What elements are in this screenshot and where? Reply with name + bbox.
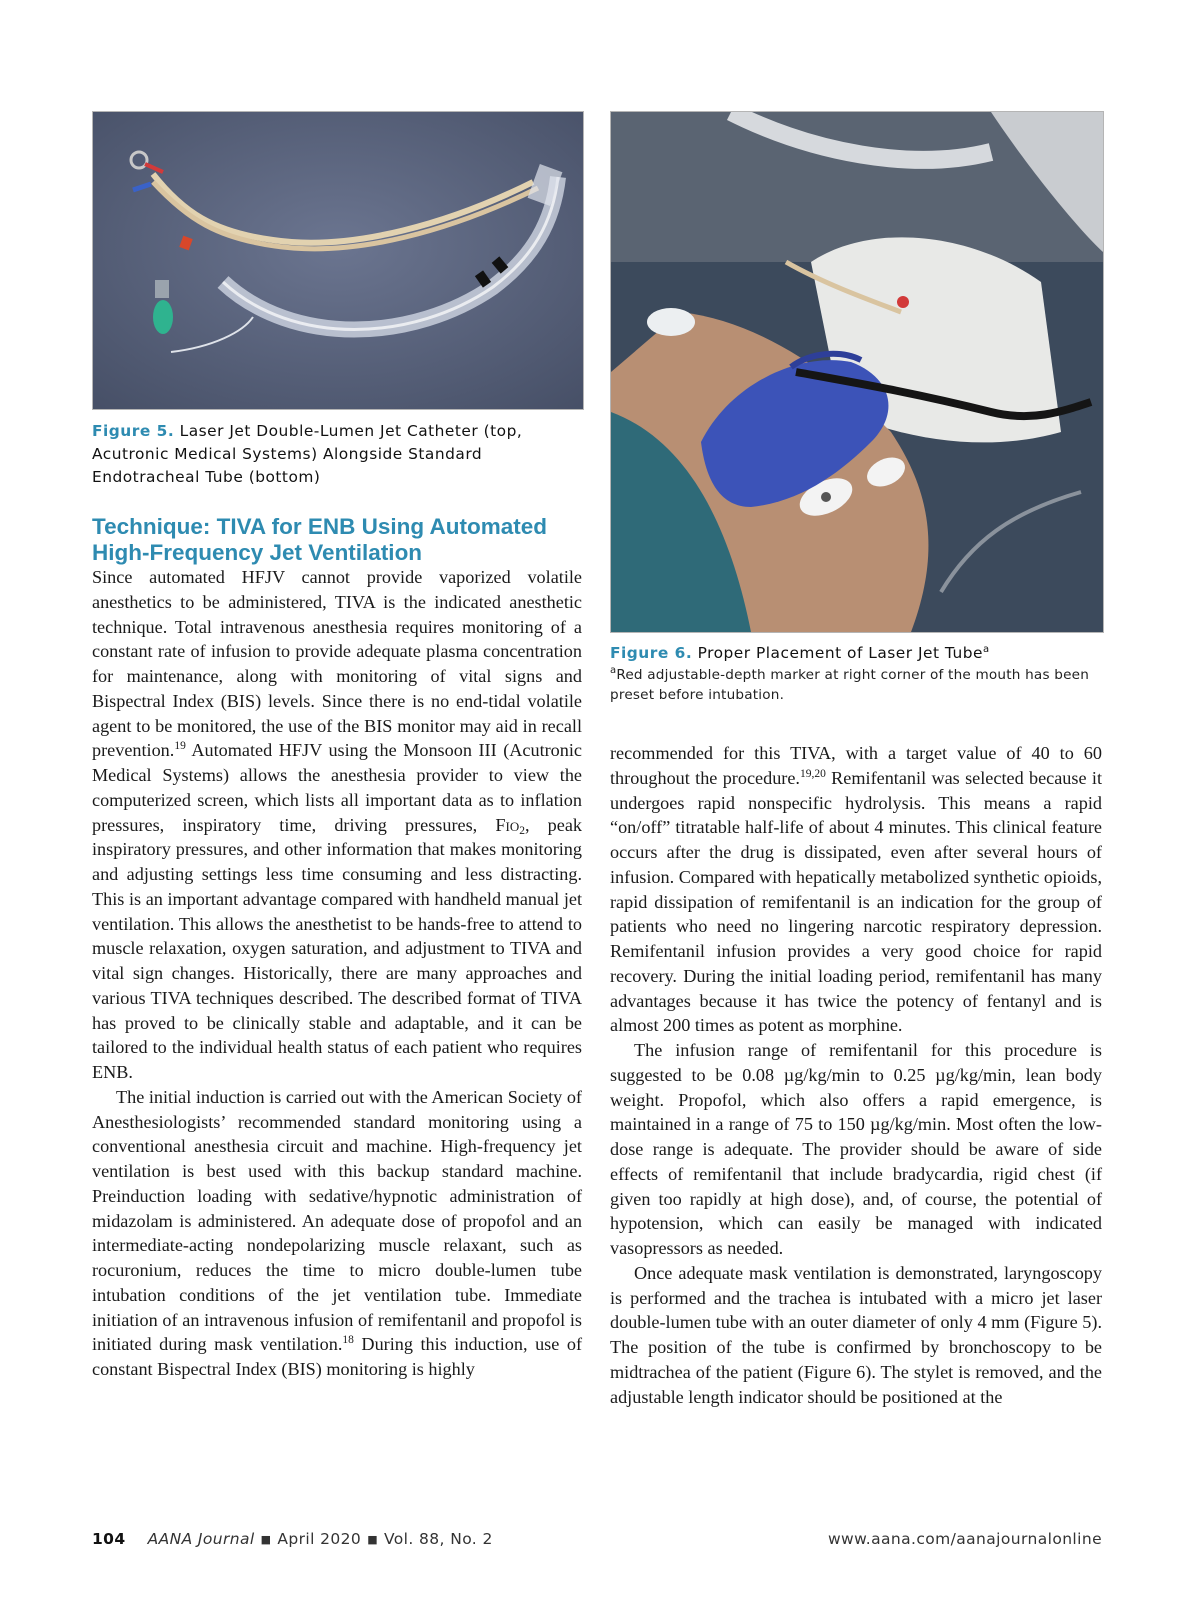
jet-tube-placement-illustration [611, 112, 1103, 632]
figure-6-caption-text: Proper Placement of Laser Jet Tube [697, 644, 983, 662]
left-paragraph-1 [92, 565, 582, 1085]
fio2-term: Fio [495, 814, 520, 835]
endotracheal-tube-illustration [93, 112, 583, 409]
journal-name: AANA Journal [147, 1530, 255, 1548]
left-p2-text-b: During this induction, use of constant Bispectral Index (BIS) monitoring is highly [92, 1334, 582, 1379]
left-column [92, 565, 582, 1382]
right-p1-text-b: Remifentanil was selected because it undergoes rapid nonspecific hydrolysis. This means a rapid “on/off” titratable half-life of about 4 minutes. This clinical feature occurs after the drug is dissipated, even after several hours of infusion. Compared with hepatically metabolized synthetic opioids, rapid dissipation of remifentanil is an indication for the group of patients who need no lingering narcotic respiratory depression. Remifentanil infusion provides a very good choice for rapid recovery. During the initial loading period, remifentanil has many advantages because it has twice the potency of fentanyl and is almost 200 times as potent as morphine. [610, 767, 1102, 1036]
figure-6-footnote-mark: a [610, 665, 617, 676]
citation-19: 19 [174, 740, 186, 753]
figure-5-caption-text: Laser Jet Double-Lumen Jet Catheter (top, Acutronic Medical Systems) Alongside Standard Endotracheal Tube (bottom) [92, 422, 523, 486]
figure-6-footnote-text: Red adjustable-depth marker at right corner of the mouth has been preset before intubation. [610, 667, 1090, 703]
right-paragraph-2: The infusion range of remifentanil for this procedure is suggested to be 0.08 µg/kg/min to 0.25 µg/kg/min, lean body weight. Propofol, which also offers a rapid emergence, is maintained in a range of 75 to 150 µg/kg/min. Most often the low-dose range is adequate. The provider should be aware of side effects of remifentanil that include bradycardia, rigid chest (if given too rapidly at high dose), and, of course, the potential of hypotension, which can easily be managed with indicated vasopressors as needed. [610, 1040, 1102, 1258]
issue-date: April 2020 [277, 1530, 362, 1548]
figure-5-label: Figure 5. [92, 422, 175, 440]
citation-19-20: 19,20 [799, 767, 826, 780]
figure-6-caption [610, 642, 1102, 705]
citation-18: 18 [342, 1334, 354, 1347]
page-footer [92, 1530, 1102, 1554]
figure-6-image [610, 111, 1104, 633]
right-paragraph-3: Once adequate mask ventilation is demonstrated, laryngoscopy is performed and the trachea is intubated with a micro jet laser double-lumen tube with an outer diameter of only 4 mm (Figure 5). The position of the tube is confirmed by bronchoscopy to be midtrachea of the patient (Figure 6). The stylet is removed, and the adjustable length indicator should be positioned at the [610, 1262, 1102, 1407]
left-p1-text-a: Since automated HFJV cannot provide vaporized volatile anesthetics to be administered, TIVA is the indicated anesthetic technique. Total intravenous anesthesia requires monitoring of a constant rate of infusion to provide adequate plasma concentration for maintenance, along with monitoring of vital signs and Bispectral Index (BIS) levels. Since there is no end-tidal volatile agent to be monitored, the use of the BIS monitor may aid in recall prevention. [92, 567, 582, 761]
right-paragraph-1 [610, 741, 1102, 1038]
right-column [610, 741, 1102, 1409]
figure-5-image [92, 111, 584, 410]
figure-6-footnote [610, 665, 1102, 705]
left-p1-text-b: Automated HFJV using the Monsoon III (Acutronic Medical Systems) allows the anesthesia provider to view the computerized screen, which lists all important data as to inflation pressures, inspiratory time, driving pressures, [92, 740, 582, 835]
journal-url-link[interactable]: www.aana.com/aanajournalonline [827, 1530, 1102, 1548]
figure-6-caption-footnote-mark: a [983, 644, 990, 655]
footer-separator-1: ■ [260, 1533, 272, 1546]
volume-info: Vol. 88, No. 2 [383, 1530, 493, 1548]
page-number: 104 [92, 1530, 126, 1548]
figure-5-caption [92, 420, 582, 489]
fio2-subscript: 2 [519, 824, 525, 837]
footer-separator-2: ■ [367, 1533, 378, 1546]
figure-6-caption-line [610, 642, 1102, 665]
left-paragraph-2 [92, 1085, 582, 1382]
left-p1-text-c: , peak inspiratory pressures, and other information that makes monitoring and adjusting settings less time consuming and less distracting. This is an important advantage compared with handheld manual jet ventilation. This allows the anesthetist to be hands-free to attend to muscle relaxation, oxygen saturation, and adjustment to TIVA and vital sign changes. Historically, there are many approaches and various TIVA techniques described. The described format of TIVA has proved to be clinically stable and adaptable, and it can be tailored to the individual health status of each patient who requires ENB. [92, 814, 582, 1082]
right-p1-text-a: recommended for this TIVA, with a target value of 40 to 60 throughout the procedure. [610, 743, 1102, 788]
left-p2-text-a: The initial induction is carried out with the American Society of Anesthesiologists’ recommended standard monitoring using a conventional anesthesia circuit and machine. High-frequency jet ventilation is best used with this backup standard machine. Preinduction loading with sedative/hypnotic administration of midazolam is administered. An adequate dose of propofol and an intermediate-acting nondepolarizing muscle relaxant, such as rocuronium, reduces the time to micro double-lumen tube intubation conditions of the jet ventilation tube. Immediate initiation of an intravenous infusion of remifentanil and propofol is initiated during mask ventilation. [92, 1086, 582, 1355]
section-heading: Technique: TIVA for ENB Using Automated High-Frequency Jet Ventilation [92, 514, 547, 565]
figure-6-label: Figure 6. [610, 644, 693, 662]
